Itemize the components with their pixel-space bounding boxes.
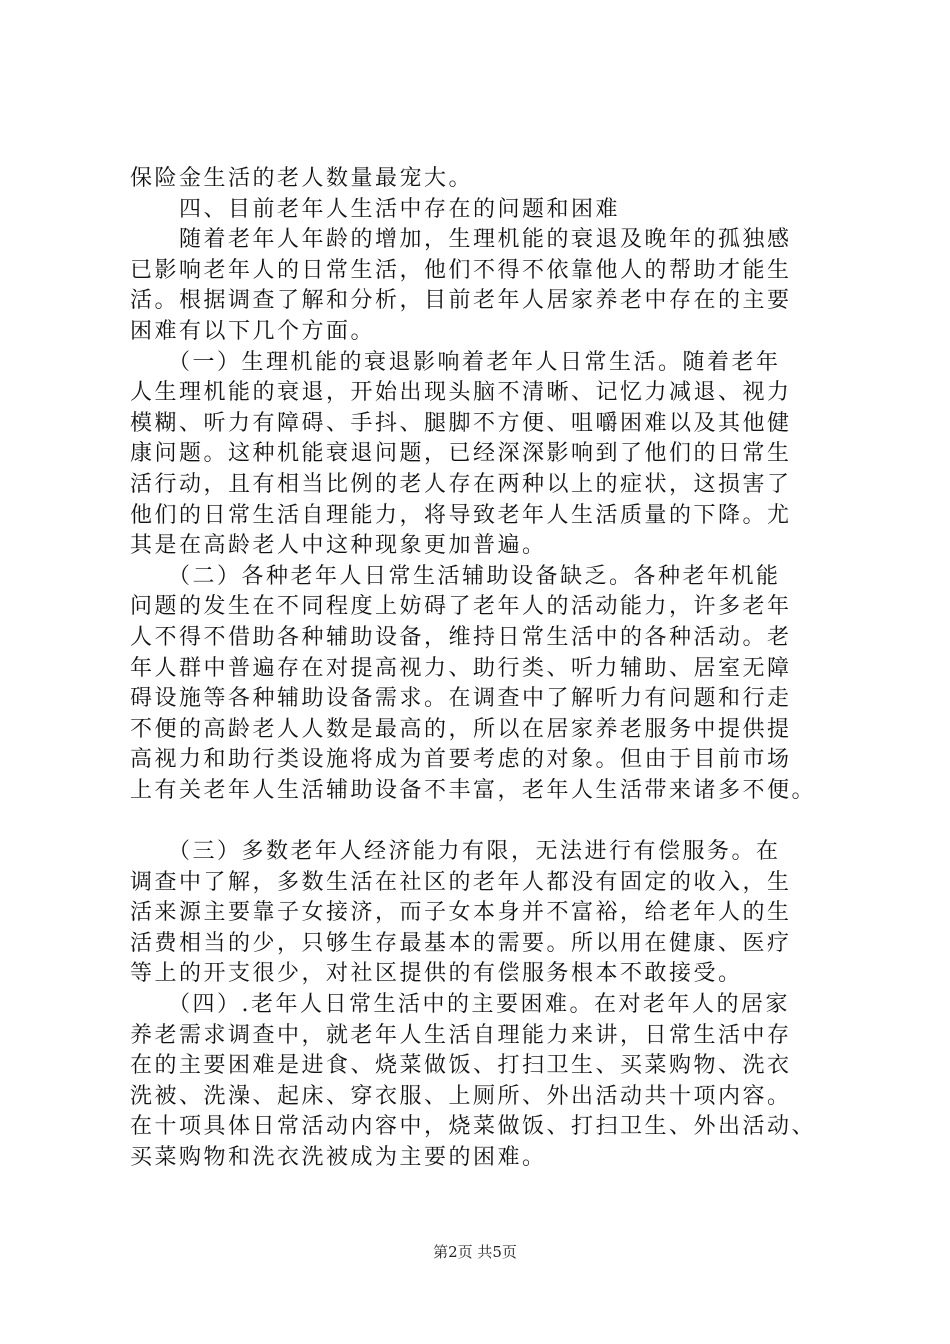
text-line: 不便的高龄老人人数是最高的，所以在居家养老服务中提供提 [130, 716, 792, 742]
text-line: （四）.老年人日常生活中的主要困难。在对老年人的居家 [130, 992, 790, 1018]
text-line: 人生理机能的衰退，开始出现头脑不清晰、记忆力减退、视力 [130, 380, 792, 406]
text-line: 等上的开支很少，对社区提供的有偿服务根本不敢接受。 [130, 961, 743, 987]
text-line: 人不得不借助各种辅助设备，维持日常生活中的各种活动。老 [130, 624, 792, 650]
text-line: （二）各种老年人日常生活辅助设备缺乏。各种老年机能 [130, 563, 781, 589]
text-line: 四、目前老年人生活中存在的问题和困难 [130, 196, 621, 222]
text-line: 保险金生活的老人数量最宠大。 [130, 166, 474, 191]
text-line: 康问题。这种机能衰退问题，已经深深影响到了他们的日常生 [130, 441, 792, 467]
text-line: 养老需求调查中，就老年人生活自理能力来讲，日常生活中存 [130, 1022, 792, 1048]
text-line: 高视力和助行类设施将成为首要考虑的对象。但由于目前市场 [130, 747, 792, 773]
text-line: 调查中了解，多数生活在社区的老年人都没有固定的收入，生 [130, 869, 792, 895]
text-line: 随着老年人年龄的增加，生理机能的衰退及晚年的孤独感 [130, 227, 792, 253]
text-line: 洗被、洗澡、起床、穿衣服、上厕所、外出活动共十项内容。 [130, 1083, 792, 1109]
text-line: 困难有以下几个方面。 [130, 318, 376, 344]
text-line: 买菜购物和洗衣洗被成为主要的困难。 [130, 1145, 547, 1170]
text-line: 在十项具体日常活动内容中，烧菜做饭、打扫卫生、外出活动、 [130, 1114, 817, 1140]
text-line: 模糊、听力有障碍、手抖、腿脚不方便、咀嚼困难以及其他健 [130, 410, 792, 436]
text-line: 碍设施等各种辅助设备需求。在调查中了解听力有问题和行走 [130, 686, 792, 712]
document-body [130, 164, 830, 1174]
text-line: 活来源主要靠子女接济，而子女本身并不富裕，给老年人的生 [130, 900, 792, 926]
text-line: （一）生理机能的衰退影响着老年人日常生活。随着老年 [130, 349, 781, 375]
text-line: 在的主要困难是进食、烧菜做饭、打扫卫生、买菜购物、洗衣 [130, 1053, 792, 1079]
paragraph-gap [130, 806, 830, 837]
text-line: 活。根据调查了解和分析，目前老年人居家养老中存在的主要 [130, 288, 792, 314]
text-line: 上有关老年人生活辅助设备不丰富，老年人生活带来诸多不便。 [130, 777, 817, 803]
text-line: 已影响老年人的日常生活，他们不得不依靠他人的帮助才能生 [130, 257, 792, 283]
text-line: 活费相当的少，只够生存最基本的需要。所以用在健康、医疗 [130, 930, 792, 956]
text-line: 年人群中普遍存在对提高视力、助行类、听力辅助、居室无障 [130, 655, 792, 681]
text-line: 其是在高龄老人中这种现象更加普遍。 [130, 533, 547, 559]
text-line: 活行动，且有相当比例的老人存在两种以上的症状，这损害了 [130, 471, 792, 497]
page-footer: 第2页 共5页 [433, 1243, 517, 1261]
text-line: 他们的日常生活自理能力，将导致老年人生活质量的下降。尤 [130, 502, 792, 528]
text-line: 问题的发生在不同程度上妨碍了老年人的活动能力，许多老年 [130, 594, 792, 620]
text-line: （三）多数老年人经济能力有限，无法进行有偿服务。在 [130, 839, 781, 865]
